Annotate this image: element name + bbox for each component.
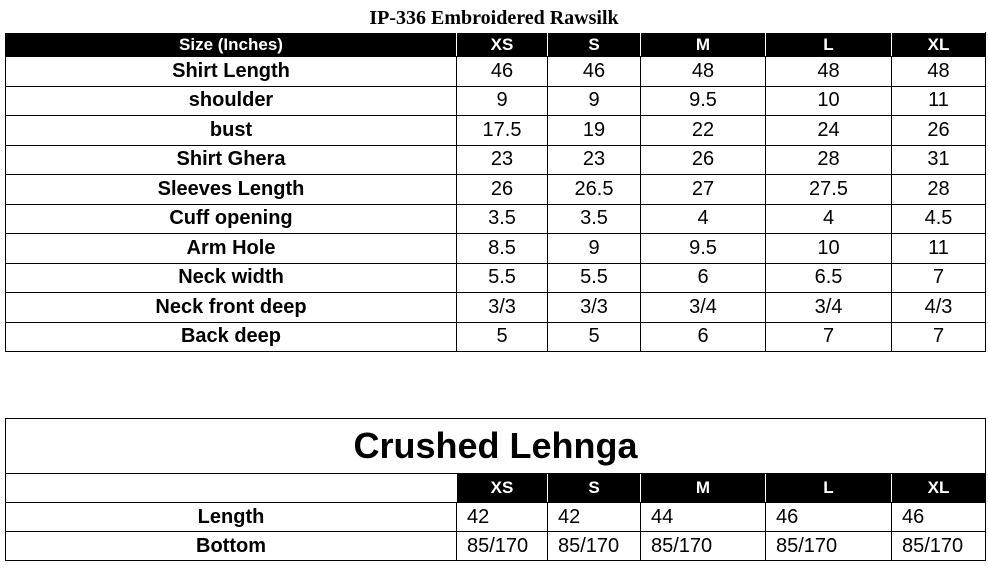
table-header-row — [6, 33, 986, 57]
value-cell: 9.5 — [641, 86, 766, 116]
value-cell: 85/170 — [548, 532, 641, 561]
value-cell: 46 — [548, 57, 641, 87]
value-cell: 3/4 — [766, 293, 892, 323]
row-label: Neck width — [6, 263, 457, 293]
row-label: bust — [6, 116, 457, 146]
value-cell: 9.5 — [641, 234, 766, 264]
value-cell: 5 — [457, 322, 548, 352]
value-cell: 26 — [457, 175, 548, 205]
header-cell: S — [548, 33, 641, 57]
header-cell: XL — [892, 33, 986, 57]
table-row — [6, 175, 986, 205]
value-cell: 44 — [641, 503, 766, 532]
value-cell: 4/3 — [892, 293, 986, 323]
table-row — [6, 145, 986, 175]
value-cell: 23 — [457, 145, 548, 175]
row-label: Sleeves Length — [6, 175, 457, 205]
value-cell: 6 — [641, 263, 766, 293]
value-cell: 27.5 — [766, 175, 892, 205]
header-cell: L — [766, 474, 892, 503]
row-label: Arm Hole — [6, 234, 457, 264]
value-cell: 10 — [766, 86, 892, 116]
value-cell: 19 — [548, 116, 641, 146]
header-cell: M — [641, 33, 766, 57]
value-cell: 3/3 — [457, 293, 548, 323]
header-cell: M — [641, 474, 766, 503]
value-cell: 46 — [766, 503, 892, 532]
row-label: Length — [6, 503, 457, 532]
table-row — [6, 204, 986, 234]
value-cell: 4 — [766, 204, 892, 234]
value-cell: 48 — [641, 57, 766, 87]
value-cell: 9 — [548, 86, 641, 116]
value-cell: 48 — [892, 57, 986, 87]
value-cell: 6 — [641, 322, 766, 352]
value-cell: 31 — [892, 145, 986, 175]
value-cell: 11 — [892, 234, 986, 264]
value-cell: 22 — [641, 116, 766, 146]
header-cell: S — [548, 474, 641, 503]
value-cell: 3.5 — [548, 204, 641, 234]
value-cell: 7 — [766, 322, 892, 352]
blank-cell — [6, 474, 457, 503]
lehnga-size-table — [5, 418, 986, 561]
table-row — [6, 293, 986, 323]
value-cell: 5 — [548, 322, 641, 352]
header-cell: XS — [457, 33, 548, 57]
lehnga-title: Crushed Lehnga — [6, 419, 986, 474]
value-cell: 85/170 — [766, 532, 892, 561]
header-cell: Size (Inches) — [6, 33, 457, 57]
header-cell: L — [766, 33, 892, 57]
value-cell: 4.5 — [892, 204, 986, 234]
value-cell: 42 — [548, 503, 641, 532]
header-cell: XS — [457, 474, 548, 503]
row-label: Back deep — [6, 322, 457, 352]
value-cell: 8.5 — [457, 234, 548, 264]
value-cell: 6.5 — [766, 263, 892, 293]
row-label: shoulder — [6, 86, 457, 116]
value-cell: 26 — [641, 145, 766, 175]
value-cell: 3/4 — [641, 293, 766, 323]
value-cell: 28 — [766, 145, 892, 175]
table-row — [6, 234, 986, 264]
table-row — [6, 57, 986, 87]
value-cell: 85/170 — [641, 532, 766, 561]
value-cell: 4 — [641, 204, 766, 234]
row-label: Shirt Ghera — [6, 145, 457, 175]
value-cell: 42 — [457, 503, 548, 532]
value-cell: 26 — [892, 116, 986, 146]
value-cell: 5.5 — [457, 263, 548, 293]
value-cell: 3/3 — [548, 293, 641, 323]
value-cell: 26.5 — [548, 175, 641, 205]
row-label: Shirt Length — [6, 57, 457, 87]
table-header-row — [6, 474, 986, 503]
shirt-size-table — [5, 32, 986, 352]
value-cell: 5.5 — [548, 263, 641, 293]
value-cell: 28 — [892, 175, 986, 205]
table-row — [6, 263, 986, 293]
value-cell: 46 — [892, 503, 986, 532]
value-cell: 48 — [766, 57, 892, 87]
row-label: Cuff opening — [6, 204, 457, 234]
table-row — [6, 503, 986, 532]
page-title: IP-336 Embroidered Rawsilk — [369, 7, 619, 29]
value-cell: 7 — [892, 263, 986, 293]
value-cell: 11 — [892, 86, 986, 116]
value-cell: 27 — [641, 175, 766, 205]
table-row — [6, 86, 986, 116]
table-row — [6, 116, 986, 146]
value-cell: 9 — [548, 234, 641, 264]
value-cell: 7 — [892, 322, 986, 352]
value-cell: 23 — [548, 145, 641, 175]
value-cell: 46 — [457, 57, 548, 87]
row-label: Bottom — [6, 532, 457, 561]
value-cell: 9 — [457, 86, 548, 116]
row-label: Neck front deep — [6, 293, 457, 323]
value-cell: 85/170 — [892, 532, 986, 561]
table-row — [6, 532, 986, 561]
table-row — [6, 322, 986, 352]
value-cell: 85/170 — [457, 532, 548, 561]
header-cell: XL — [892, 474, 986, 503]
value-cell: 24 — [766, 116, 892, 146]
value-cell: 3.5 — [457, 204, 548, 234]
value-cell: 17.5 — [457, 116, 548, 146]
value-cell: 10 — [766, 234, 892, 264]
